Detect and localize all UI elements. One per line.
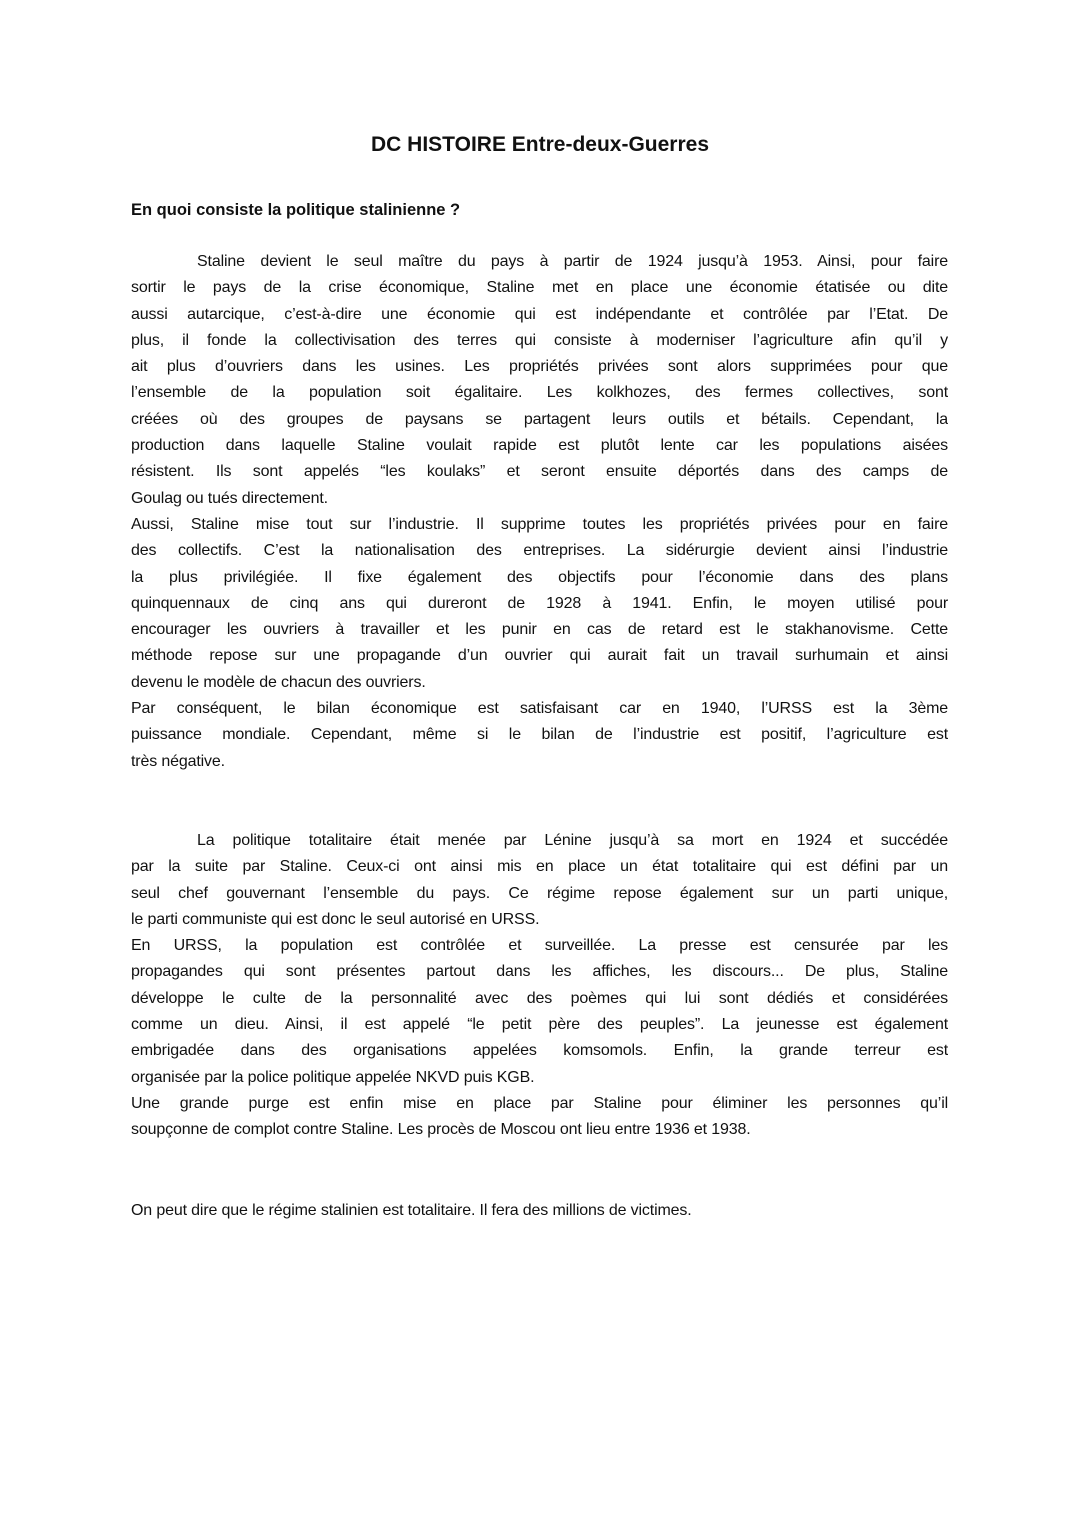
text-line: comme un dieu. Ainsi, il est appelé “le petit père des peuples”. La jeunesse est également — [131, 1016, 948, 1034]
text-line: soupçonne de complot contre Staline. Les procès de Moscou ont lieu entre 1936 et 1938. — [131, 1121, 751, 1139]
text-line: Une grande purge est enfin mise en place par Staline pour éliminer les personnes qu’il — [131, 1094, 948, 1112]
text-line: créées où des groupes de paysans se partagent leurs outils et bétails. Cependant, la — [131, 410, 948, 428]
text-line: La politique totalitaire était menée par Lénine jusqu’à sa mort en 1924 et succédée — [197, 832, 948, 849]
text-line: ait plus d’ouvriers dans les usines. Les propriétés privées sont alors supprimées pour que — [131, 358, 948, 376]
text-line: l’ensemble de la population soit égalitaire. Les kolkhozes, des fermes collectives, sont — [131, 384, 948, 402]
text-line: seul chef gouvernant l’ensemble du pays. Ce régime repose également sur un parti unique, — [131, 884, 948, 902]
text-line: par la suite par Staline. Ceux-ci ont ainsi mis en place un état totalitaire qui est défini par un — [131, 858, 948, 876]
text-line: quinquennaux de cinq ans qui dureront de 1928 à 1941. Enfin, le moyen utilisé pour — [131, 594, 948, 612]
text-line: aussi autarcique, c’est-à-dire une économie qui est indépendante et contrôlée par l’Etat. De — [131, 305, 948, 323]
text-line: Staline devient le seul maître du pays à partir de 1924 jusqu’à 1953. Ainsi, pour faire — [197, 253, 948, 270]
text-line: encourager les ouvriers à travailler et les punir en cas de retard est le stakhanovisme. Cette — [131, 621, 948, 639]
text-line: le parti communiste qui est donc le seul autorisé en URSS. — [131, 910, 540, 928]
document-title: DC HISTOIRE Entre-deux-Guerres — [370, 133, 710, 156]
text-line: développe le culte de la personnalité avec des poèmes qui lui sont dédiés et considérées — [131, 989, 948, 1007]
text-line: devenu le modèle de chacun des ouvriers. — [131, 673, 426, 691]
text-line: des collectifs. C’est la nationalisation des entreprises. La sidérurgie devient ainsi l’industrie — [131, 542, 948, 560]
text-line: sortir le pays de la crise économique, Staline met en place une économie étatisée ou dite — [131, 279, 948, 297]
text-line: la plus privilégiée. Il fixe également des objectifs pour l’économie dans des plans — [131, 568, 948, 586]
text-line: propagandes qui sont présentes partout dans les affiches, les discours... De plus, Staline — [131, 963, 948, 981]
conclusion-block — [131, 1198, 948, 1224]
text-line: production dans laquelle Staline voulait rapide est plutôt lente car les populations aisées — [131, 437, 948, 455]
text-line: puissance mondiale. Cependant, même si le bilan de l’industrie est positif, l’agriculture est — [131, 726, 948, 744]
text-line: embrigadée dans des organisations appelées komsomols. Enfin, la grande terreur est — [131, 1042, 948, 1060]
text-line: Goulag ou tués directement. — [131, 489, 328, 507]
section-economic-policy — [131, 249, 948, 775]
text-line: résistent. Ils sont appelés “les koulaks” et seront ensuite déportés dans des camps de — [131, 463, 948, 481]
text-line: très négative. — [131, 752, 225, 770]
question-heading: En quoi consiste la politique stalinienne ? — [131, 201, 461, 219]
section-totalitarian-state — [131, 828, 948, 1144]
text-line: organisée par la police politique appelée NKVD puis KGB. — [131, 1068, 535, 1086]
conclusion-text: On peut dire que le régime stalinien est totalitaire. Il fera des millions de victimes. — [131, 1202, 692, 1219]
text-line: En URSS, la population est contrôlée et surveillée. La presse est censurée par les — [131, 937, 948, 955]
text-line: plus, il fonde la collectivisation des terres qui consiste à moderniser l’agriculture afin qu’il y — [131, 331, 948, 349]
text-line: Aussi, Staline mise tout sur l’industrie. Il supprime toutes les propriétés privées pour en faire — [131, 515, 948, 533]
text-line: méthode repose sur une propagande d’un ouvrier qui aurait fait un travail surhumain et ainsi — [131, 647, 948, 665]
text-line: Par conséquent, le bilan économique est satisfaisant car en 1940, l’URSS est la 3ème — [131, 700, 948, 718]
